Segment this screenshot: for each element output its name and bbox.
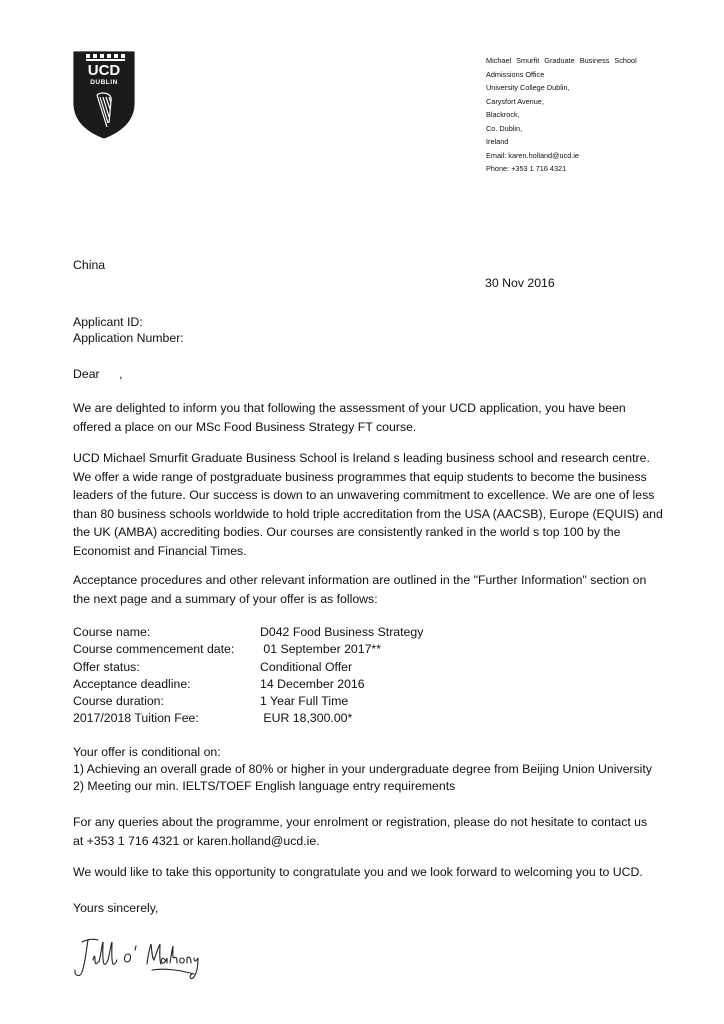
offer-value: D042 Food Business Strategy <box>260 625 424 639</box>
sender-email: Email: karen.holland@ucd.ie <box>486 150 579 160</box>
salutation: Dear , <box>73 367 123 381</box>
offer-value: Conditional Offer <box>260 659 353 674</box>
offer-row <box>73 659 493 676</box>
offer-value: 14 December 2016 <box>260 676 365 691</box>
offer-label: Course commencement date: <box>73 642 235 657</box>
ucd-dublin-logo <box>73 51 135 139</box>
logo-sub: DUBLIN <box>90 79 118 86</box>
procedures-paragraph <box>73 571 663 608</box>
offer-value: 1 Year Full Time <box>260 694 349 709</box>
intro-paragraph <box>73 399 663 436</box>
offer-value: EUR 18,300.00* <box>260 711 353 726</box>
offer-label: 2017/2018 Tuition Fee: <box>73 711 199 726</box>
offer-summary-table <box>73 624 493 728</box>
offer-label: Offer status: <box>73 659 140 674</box>
offer-row <box>73 641 493 658</box>
congratulations-text: We would like to take this opportunity to congratulate you and we look forward to welcoming you to UCD. <box>73 865 643 879</box>
recipient-country: China <box>73 258 106 272</box>
logo-word: UCD <box>87 62 121 79</box>
address-line: University College Dublin, <box>486 83 570 92</box>
offer-value: 01 September 2017** <box>260 642 382 657</box>
about-text: UCD Michael Smurfit Graduate Business School is Ireland s leading business school and research centre. We offer a wide range of postgraduate business programmes that equip students to become the business leaders of the future. Our success is down to an unwavering commitment to excellence. We are one of less than 80 business schools worldwide to hold triple accreditation from the USA (AACSB), Europe (EQUIS) and the UK (AMBA) accrediting bodies. Our courses are consistently ranked in the world s top 100 by the Economist and Financial Times. <box>73 451 663 558</box>
condition-item: 2) Meeting our min. IELTS/TOEF English language entry requirements <box>73 779 456 793</box>
procedures-text: Acceptance procedures and other relevant information are outlined in the "Further Information" section on the next page and a summary of your offer is as follows: <box>73 573 647 606</box>
address-line: Blackrock, <box>486 110 520 119</box>
sender-phone: Phone: +353 1 716 4321 <box>486 164 567 173</box>
offer-row <box>73 710 493 727</box>
intro-text: We are delighted to inform you that following the assessment of your UCD application, you have been offered a place on our MSc Food Business Strategy FT course. <box>73 401 626 434</box>
offer-label: Course duration: <box>73 694 164 709</box>
offer-row <box>73 693 493 710</box>
handwritten-signature <box>72 930 202 990</box>
conditions-heading: Your offer is conditional on: <box>73 745 221 759</box>
closing-text: Yours sincerely, <box>73 901 159 915</box>
condition-item: 1) Achieving an overall grade of 80% or higher in your undergraduate degree from Beijing Union University <box>73 762 652 776</box>
address-line: Co. Dublin, <box>486 123 523 133</box>
conditions-block <box>73 744 663 795</box>
offer-row <box>73 624 493 641</box>
applicant-id-label: Applicant ID: <box>73 315 143 329</box>
offer-label: Course name: <box>73 625 151 639</box>
address-line: Carysfort Avenue, <box>486 96 544 106</box>
address-line: Ireland <box>486 137 509 146</box>
queries-paragraph <box>73 813 653 850</box>
address-line: Admissions Office <box>486 69 545 79</box>
sender-school: Michael Smurfit Graduate Business School <box>486 56 637 65</box>
queries-text: For any queries about the programme, your enrolment or registration, please do not hesitate to contact us at +353 1 716 4321 or karen.holland@ucd.ie. <box>73 815 648 848</box>
sender-address <box>486 54 718 176</box>
offer-row <box>73 676 493 693</box>
letter-date: 30 Nov 2016 <box>485 276 555 290</box>
application-number-label: Application Number: <box>73 331 184 345</box>
about-paragraph <box>73 449 663 560</box>
offer-label: Acceptance deadline: <box>73 676 191 691</box>
